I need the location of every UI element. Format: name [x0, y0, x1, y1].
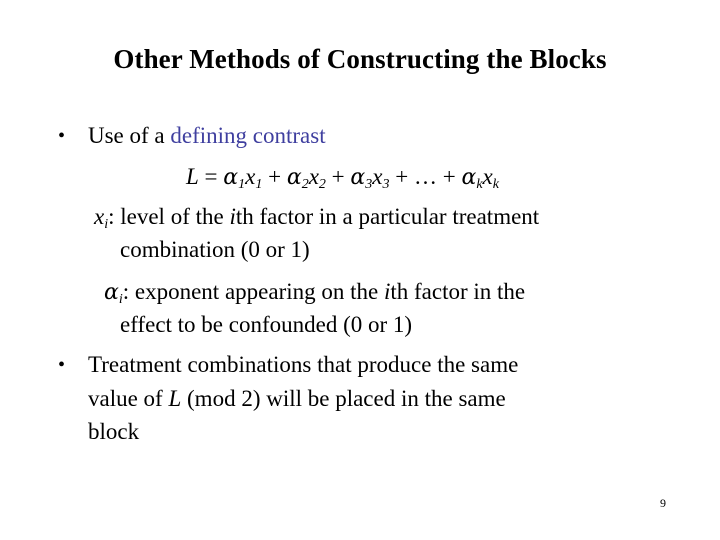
bullet-2-line-2 — [88, 384, 506, 414]
defining-contrast-term: defining contrast — [170, 123, 326, 148]
term-1-coef-sub: 1 — [238, 177, 246, 192]
term-2-var-sub: 2 — [318, 177, 326, 192]
term-2-var: x — [308, 164, 319, 189]
xi-symbol: x — [94, 204, 105, 229]
term-1-var-sub: 1 — [255, 177, 263, 192]
alpha-ith: i — [383, 279, 391, 304]
bullet-1-text — [88, 121, 326, 151]
term-k-coef: α — [461, 165, 477, 190]
bullet-2-line-1: Treatment combinations that produce the same — [88, 352, 519, 377]
term-2-coef: α — [286, 165, 302, 190]
bullet-2-line-3: block — [88, 419, 140, 444]
bullet-1-prefix: Use of a — [88, 123, 171, 148]
xi-text-a: : level of the — [108, 204, 230, 229]
plus-1: + — [262, 164, 287, 189]
term-1-coef: α — [223, 165, 239, 190]
alpha-text-b: th factor in the — [390, 279, 526, 304]
term-3-var-sub: 3 — [382, 177, 390, 192]
page-number: 9 — [660, 496, 666, 510]
alpha-symbol: α — [104, 280, 119, 305]
defining-contrast-equation — [186, 162, 499, 193]
term-k-coef-sub: k — [476, 177, 483, 192]
term-k-var: x — [482, 164, 493, 189]
term-k-var-sub: k — [492, 177, 499, 192]
alpha-definition-line-1 — [104, 277, 525, 308]
term-1-var: x — [245, 164, 256, 189]
xi-symbol-sub: i — [104, 217, 109, 232]
ellipsis: … — [413, 164, 437, 189]
alpha-symbol-sub: i — [118, 292, 123, 307]
term-3-coef-sub: 3 — [365, 177, 373, 192]
slide-title: Other Methods of Constructing the Blocks — [113, 44, 607, 74]
plus-3: + — [389, 164, 414, 189]
plus-4: + — [436, 164, 462, 189]
xi-ith: i — [229, 204, 236, 229]
equation-lhs: L — [186, 164, 199, 189]
alpha-text-a: : exponent appearing on the — [122, 279, 384, 304]
equation-equals: = — [198, 164, 224, 189]
term-3-coef: α — [350, 165, 366, 190]
xi-definition-line-1 — [94, 202, 539, 232]
plus-2: + — [325, 164, 351, 189]
bullet-2-line-2-a: value of — [88, 386, 169, 411]
alpha-definition-line-2: effect to be confounded (0 or 1) — [120, 312, 413, 337]
bullet-marker-1: • — [58, 125, 66, 147]
bullet-marker-2: • — [58, 354, 66, 376]
bullet-2-L: L — [168, 386, 182, 411]
bullet-2-line-2-b: (mod 2) will be placed in the same — [181, 386, 506, 411]
term-2-coef-sub: 2 — [301, 177, 309, 192]
term-3-var: x — [372, 164, 383, 189]
xi-definition-line-2: combination (0 or 1) — [120, 237, 310, 262]
xi-text-b: th factor in a particular treatment — [235, 204, 540, 229]
